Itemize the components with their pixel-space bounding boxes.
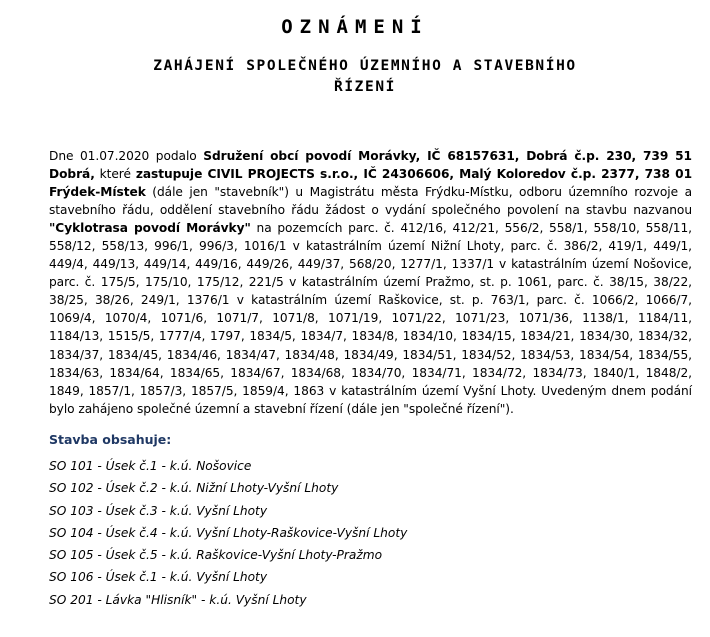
stavba-heading: Stavba obsahuje: (49, 432, 172, 447)
representative-text: zastupuje CIVIL PROJECTS s.r.o., IČ 24306606, Malý Koloredov č.p. 2377, 738 01 Frýdek-Místek (49, 167, 692, 200)
document-title: OZNÁMENÍ (281, 16, 429, 38)
intro-text: Dne 01.07.2020 podalo (49, 149, 204, 163)
list-item: SO 101 - Úsek č.1 - k.ú. Nošovice (49, 459, 252, 473)
list-item: SO 102 - Úsek č.2 - k.ú. Nižní Lhoty-Vyšní Lhoty (49, 481, 339, 496)
list-item: SO 201 - Lávka "Hlisník" - k.ú. Vyšní Lhoty (49, 592, 307, 607)
notice-paragraph (49, 147, 692, 418)
applicant-text: Sdružení obcí povodí Morávky, IČ 68157631, Dobrá č.p. 230, 739 51 Dobrá, (49, 149, 692, 182)
list-item: SO 106 - Úsek č.1 - k.ú. Vyšní Lhoty (49, 570, 268, 585)
list-item: SO 103 - Úsek č.3 - k.ú. Vyšní Lhoty (49, 503, 268, 518)
parcels-text: na pozemcích parc. č. 412/16, 412/21, 556/2, 558/1, 558/10, 558/11, 558/12, 558/13, 996/1, 996/3, 1016/1 v katastrálním území Nižní Lhoty, parc. č. 386/2, 419/1, 449/1, 449/4, 449/13, 449/14, 449/16, 449/26, 449/37, 568/20, 1277/1, 1337/1 v katastrálním území Nošovice, parc. č. 175/5, 175/10, 175/12, 221/5 v katastrálním území Pražmo, st. p. 1061, parc. č. 38/15, 38/22, 38/25, 38/26, 249/1, 1376/1 v katastrálním území Raškovice, st. p. 763/1, parc. č. 1066/2, 1066/7, 1069/4, 1070/4, 1071/6, 1071/7, 1071/8, 1071/19, 1071/22, 1071/23, 1071/36, 1138/1, 1184/11, 1184/13, 1515/5, 1777/4, 1797, 1834/5, 1834/7, 1834/8, 1834/10, 1834/15, 1834/21, 1834/30, 1834/32, 1834/37, 1834/45, 1834/46, 1834/47, 1834/48, 1834/49, 1834/51, 1834/52, 1834/53, 1834/54, 1834/55, 1834/63, 1834/64, 1834/65, 1834/67, 1834/68, 1834/70, 1834/71, 1834/72, 1834/73, 1840/1, 1848/2, 1849, 1857/1, 1857/3, 1857/5, 1859/4, 1863 v katastrálním území Vyšní Lhoty. Uvedeným dnem podání bylo zahájeno společné územní a stavební řízení (dále jen "společné řízení"). (49, 221, 692, 416)
list-item: SO 105 - Úsek č.5 - k.ú. Raškovice-Vyšní Lhoty-Pražmo (49, 548, 383, 563)
list-item: SO 104 - Úsek č.4 - k.ú. Vyšní Lhoty-Raškovice-Vyšní Lhoty (49, 525, 408, 540)
request-text: (dále jen "stavebník") u Magistrátu města Frýdku-Místku, odboru územního rozvoje a stavebního řádu, oddělení stavebního řádu žádost o vydání společného povolení na stavbu nazvanou (49, 185, 692, 218)
represented-by-text: které (94, 167, 136, 182)
document-subtitle: ZAHÁJENÍ SPOLEČNÉHO ÚZEMNÍHO A STAVEBNÍHO ŘÍZENÍ (153, 58, 577, 95)
so-list (49, 455, 407, 611)
project-name: "Cyklotrasa povodí Morávky" (49, 221, 251, 236)
